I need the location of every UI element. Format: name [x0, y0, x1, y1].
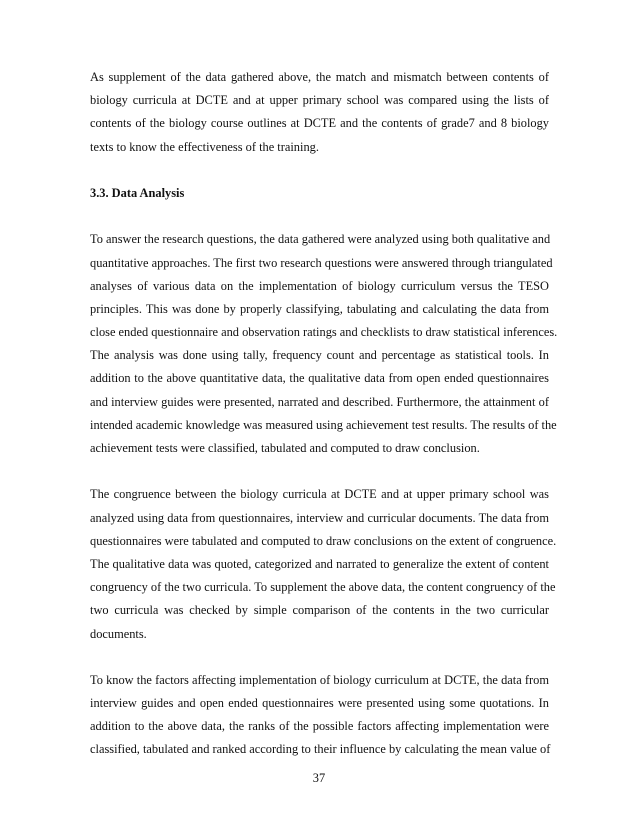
text-line: congruency of the two curricula. To supplement the above data, the content congruency of the: [90, 580, 556, 595]
section-heading: 3.3. Data Analysis: [90, 185, 185, 200]
text-line: The analysis was done using tally, frequency count and percentage as statistical tools. In: [90, 348, 549, 363]
text-line: To answer the research questions, the data gathered were analyzed using both qualitative and: [90, 232, 551, 247]
text-line: close ended questionnaire and observation ratings and checklists to draw statistical inferences.: [90, 325, 558, 340]
text-line: addition to the above quantitative data, the qualitative data from open ended questionnaires: [90, 371, 549, 386]
text-line: interview guides and open ended questionnaires were presented using some quotations. In: [90, 696, 549, 711]
text-line: The qualitative data was quoted, categorized and narrated to generalize the extent of content: [90, 556, 549, 571]
text-line: analyses of various data on the implementation of biology curriculum versus the TESO: [90, 278, 549, 293]
text-line: questionnaires were tabulated and computed to draw conclusions on the extent of congruence.: [90, 533, 557, 548]
text-line: achievement tests were classified, tabulated and computed to draw conclusion.: [90, 441, 480, 455]
text-line: analyzed using data from questionnaires, interview and curricular documents. The data from: [90, 510, 549, 525]
text-line: addition to the above data, the ranks of the possible factors affecting implementation were: [90, 719, 549, 734]
paragraph-supplement: [90, 66, 549, 159]
text-line: classified, tabulated and ranked according to their influence by calculating the mean value of: [90, 742, 551, 757]
text-line: The congruence between the biology curricula at DCTE and at upper primary school was: [90, 487, 549, 502]
paragraph-congruence: [90, 483, 557, 645]
page-number: 37: [312, 771, 326, 785]
text-line: and interview guides were presented, narrated and described. Furthermore, the attainment of: [90, 394, 549, 409]
paragraph-spacer: [90, 460, 549, 483]
paragraph-spacer: [90, 205, 549, 228]
text-line: biology curricula at DCTE and at upper primary school was compared using the lists of: [90, 93, 549, 108]
paragraph-spacer: [90, 159, 549, 182]
text-line: quantitative approaches. The first two research questions were answered through triangulated: [90, 255, 553, 270]
paragraph-factors: [90, 669, 549, 762]
text-line: As supplement of the data gathered above, the match and mismatch between contents of: [90, 70, 549, 84]
text-line: two curricula was checked by simple comparison of the contents in the two curricular: [90, 603, 549, 618]
paragraph-research-questions: [90, 228, 558, 460]
text-line: contents of the biology course outlines at DCTE and the contents of grade7 and 8 biology: [90, 116, 549, 131]
text-line: intended academic knowledge was measured using achievement test results. The results of the: [90, 417, 557, 432]
text-line: To know the factors affecting implementation of biology curriculum at DCTE, the data from: [90, 672, 549, 687]
text-line: principles. This was done by properly classifying, tabulating and calculating the data from: [90, 301, 549, 316]
paragraph-spacer: [90, 646, 549, 669]
document-page: [90, 66, 558, 762]
text-line: texts to know the effectiveness of the training.: [90, 139, 319, 154]
text-line: documents.: [90, 626, 147, 641]
